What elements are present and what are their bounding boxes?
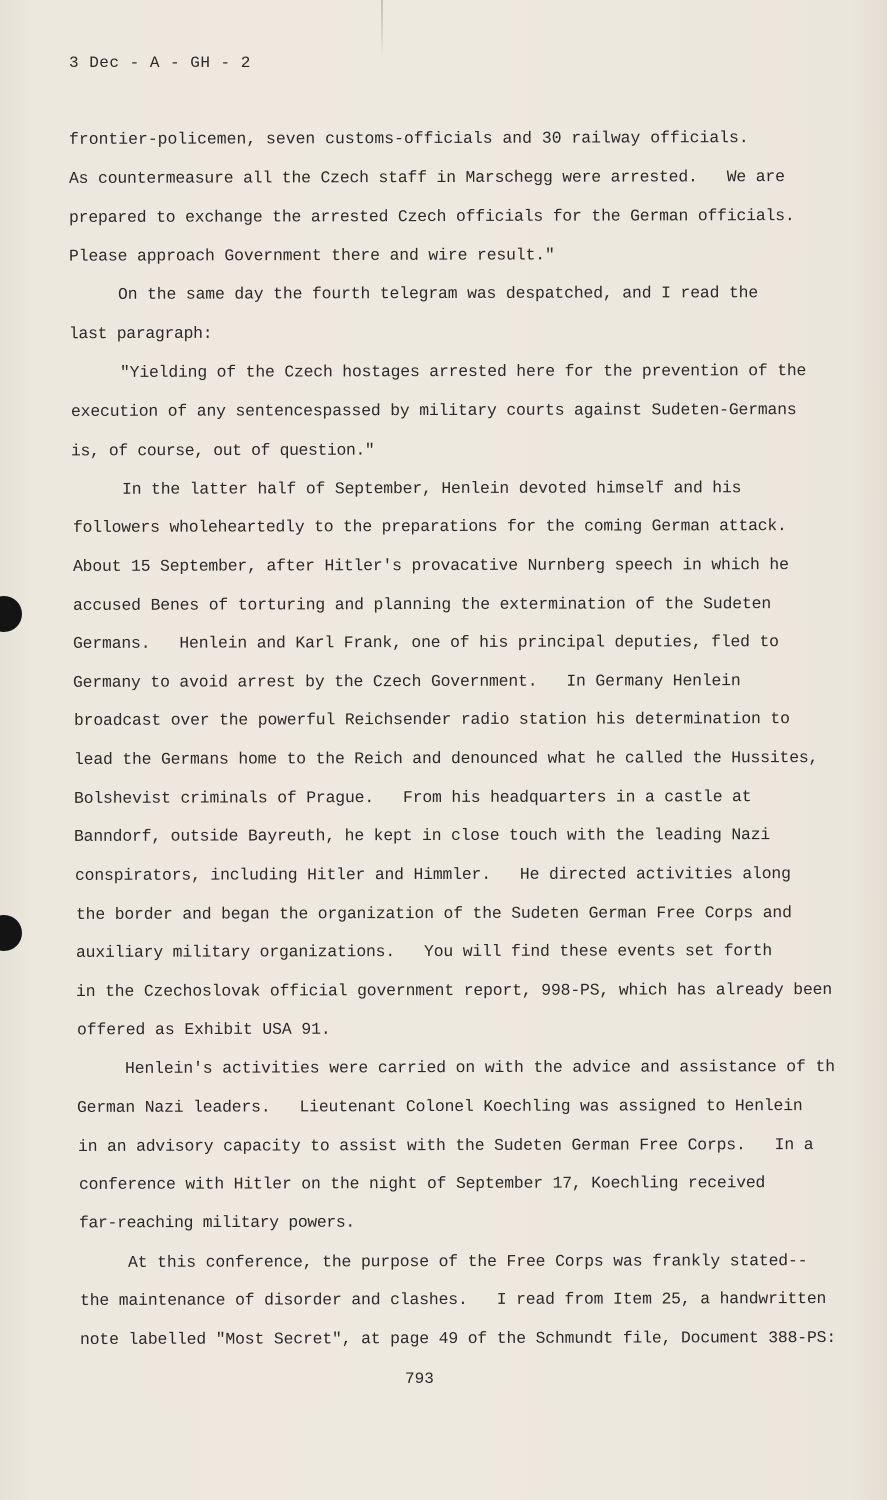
text-line: last paragraph: bbox=[68, 323, 213, 344]
text-line: In the latter half of September, Henlein devoted himself and his bbox=[121, 478, 742, 499]
text-line: is, of course, out of question." bbox=[70, 440, 375, 461]
text-line: German Nazi leaders. Lieutenant Colonel Koechling was assigned to Henlein bbox=[76, 1096, 803, 1117]
text-line: the border and began the organization of the Sudeten German Free Corps and bbox=[75, 903, 792, 924]
text-line: the maintenance of disorder and clashes. I read from Item 25, a handwritten bbox=[79, 1289, 827, 1310]
text-line: Please approach Government there and wire result." bbox=[68, 245, 555, 266]
text-line: About 15 September, after Hitler's provacative Nurnberg speech in which he bbox=[72, 555, 789, 576]
text-line: Germany to avoid arrest by the Czech Government. In Germany Henlein bbox=[72, 671, 741, 692]
text-line: followers wholeheartedly to the preparations for the coming German attack. bbox=[72, 516, 787, 537]
text-line: prepared to exchange the arrested Czech officials for the German officials. bbox=[68, 206, 795, 227]
text-line: in the Czechoslovak official government report, 998-PS, which has already been bbox=[75, 980, 833, 1001]
text-line: in an advisory capacity to assist with the Sudeten German Free Corps. In a bbox=[77, 1135, 814, 1156]
text-line: As countermeasure all the Czech staff in Marschegg were arrested. We are bbox=[68, 167, 785, 188]
text-line: lead the Germans home to the Reich and denounced what he called the Hussites, bbox=[73, 748, 819, 769]
punch-hole bbox=[0, 915, 22, 951]
text-line: At this conference, the purpose of the Free Corps was frankly stated-- bbox=[127, 1251, 808, 1272]
punch-hole bbox=[0, 596, 22, 632]
paper-fold bbox=[381, 0, 383, 60]
text-line: broadcast over the powerful Reichsender radio station his determination to bbox=[73, 709, 790, 730]
text-line: Bolshevist criminals of Prague. From his headquarters in a castle at bbox=[73, 787, 752, 808]
text-line: auxiliary military organizations. You will find these events set forth bbox=[75, 941, 773, 962]
text-line: far-reaching military powers. bbox=[78, 1212, 355, 1233]
page-number: 793 bbox=[405, 1370, 434, 1388]
text-line: On the same day the fourth telegram was despatched, and I read the bbox=[117, 283, 759, 304]
text-line: Henlein's activities were carried on with the advice and assistance of th bbox=[124, 1057, 835, 1078]
text-line: offered as Exhibit USA 91. bbox=[76, 1019, 331, 1040]
text-line: frontier-policemen, seven customs-officials and 30 railway officials. bbox=[68, 128, 749, 149]
text-line: conspirators, including Hitler and Himmler. He directed activities along bbox=[74, 864, 791, 885]
text-line: Banndorf, outside Bayreuth, he kept in close touch with the leading Nazi bbox=[73, 825, 771, 846]
text-line: conference with Hitler on the night of September 17, Koechling received bbox=[78, 1173, 766, 1194]
text-line: execution of any sentencespassed by military courts against Sudeten-Germans bbox=[70, 400, 797, 421]
text-line: Germans. Henlein and Karl Frank, one of his principal deputies, fled to bbox=[72, 632, 779, 653]
text-line: note labelled "Most Secret", at page 49 of the Schmundt file, Document 388-PS: bbox=[79, 1328, 837, 1349]
text-line: "Yielding of the Czech hostages arrested here for the prevention of the bbox=[119, 361, 807, 382]
text-line: accused Benes of torturing and planning the extermination of the Sudeten bbox=[72, 594, 772, 615]
page-header: 3 Dec - A - GH - 2 bbox=[69, 54, 251, 72]
